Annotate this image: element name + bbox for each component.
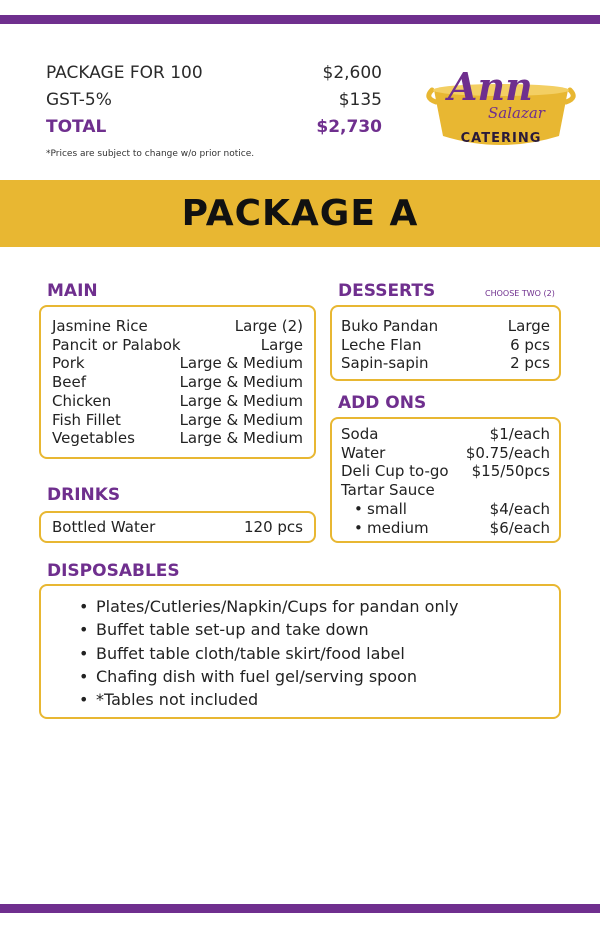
disposables-heading: DISPOSABLES xyxy=(47,561,180,581)
package-banner xyxy=(0,180,600,247)
desserts-choose-note: CHOOSE TWO (2) xyxy=(485,289,555,298)
logo-surname: Salazar xyxy=(488,104,545,122)
list-item: Buko Pandan Large xyxy=(341,317,550,335)
desserts-heading: DESSERTS xyxy=(338,281,436,301)
catering-logo xyxy=(426,62,576,154)
price-label: GST-5% xyxy=(46,90,112,110)
list-item: • Chafing dish with fuel gel/serving spoon xyxy=(79,665,559,688)
price-value: $135 xyxy=(338,90,382,110)
list-item: Sapin-sapin 2 pcs xyxy=(341,354,550,373)
list-item: Bottled Water 120 pcs xyxy=(52,518,303,536)
bullet-icon: • xyxy=(354,518,363,537)
list-item: Pancit or Palabok Large xyxy=(52,335,303,354)
gst-row xyxy=(46,87,382,114)
logo-name: Ann xyxy=(448,64,533,109)
list-item: Fish Fillet Large & Medium xyxy=(52,410,303,429)
addons-heading: ADD ONS xyxy=(338,393,427,413)
drinks-heading: DRINKS xyxy=(47,485,121,505)
desserts-box xyxy=(330,305,561,381)
list-item: Tartar Sauce xyxy=(341,481,435,500)
list-item: • Buffet table cloth/table skirt/food label xyxy=(79,642,559,665)
list-item: Beef Large & Medium xyxy=(52,373,303,392)
top-accent-bar xyxy=(0,15,600,24)
price-label: PACKAGE FOR 100 xyxy=(46,63,203,83)
list-item: Deli Cup to-go $15/50pcs xyxy=(341,462,550,481)
addons-box xyxy=(330,417,561,543)
list-item: • medium $6/each xyxy=(354,518,550,537)
list-item: • Plates/Cutleries/Napkin/Cups for pandan only xyxy=(79,595,559,618)
price-value: $2,730 xyxy=(316,117,382,137)
list-item: Pork Large & Medium xyxy=(52,354,303,373)
main-heading: MAIN xyxy=(47,281,98,301)
bullet-icon: • xyxy=(79,597,89,616)
bullet-icon: • xyxy=(354,499,363,518)
bottom-accent-bar xyxy=(0,904,600,913)
price-disclaimer: *Prices are subject to change w/o prior notice. xyxy=(46,149,255,159)
price-label: TOTAL xyxy=(46,117,107,137)
total-row xyxy=(46,114,382,141)
list-item: Leche Flan 6 pcs xyxy=(341,335,550,354)
list-item: • small $4/each xyxy=(354,499,550,518)
disposables-box xyxy=(39,584,561,719)
drinks-box xyxy=(39,511,316,543)
list-item: Water $0.75/each xyxy=(341,443,550,462)
pricing-summary xyxy=(46,60,382,159)
package-title: PACKAGE A xyxy=(181,193,419,234)
list-item: Jasmine Rice Large (2) xyxy=(52,317,303,335)
price-value: $2,600 xyxy=(322,63,382,83)
bullet-icon: • xyxy=(79,643,89,663)
list-item: Soda $1/each xyxy=(341,425,550,443)
list-item: Chicken Large & Medium xyxy=(52,391,303,410)
bullet-icon: • xyxy=(79,690,89,710)
list-item: • Buffet table set-up and take down xyxy=(79,618,559,641)
list-item: • *Tables not included xyxy=(79,688,559,711)
bullet-icon: • xyxy=(79,620,89,640)
bullet-icon: • xyxy=(79,666,89,686)
list-item: Vegetables Large & Medium xyxy=(52,429,303,448)
package-price-row xyxy=(46,60,382,87)
logo-catering: CATERING xyxy=(460,131,542,146)
main-box xyxy=(39,305,316,459)
